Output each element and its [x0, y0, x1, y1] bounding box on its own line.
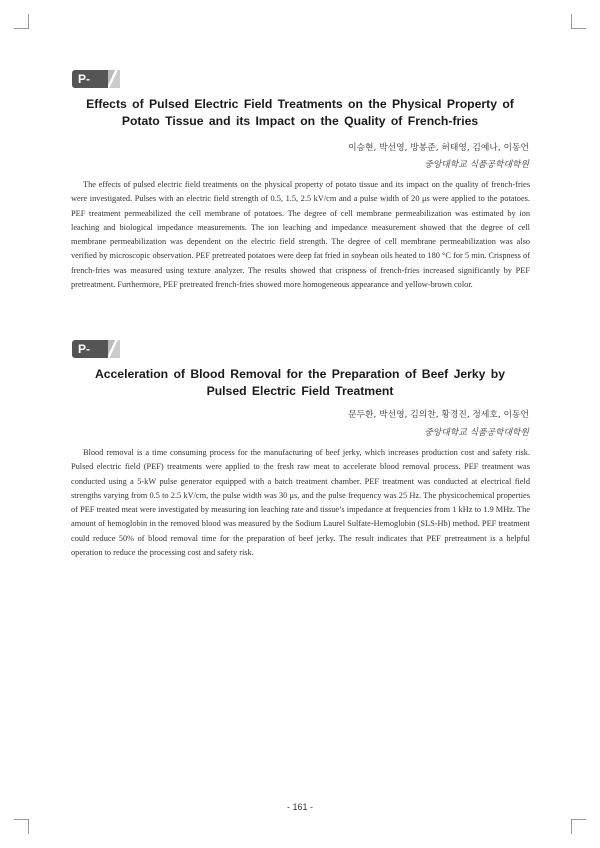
- crop-mark-top-right: [571, 14, 586, 29]
- paper-affiliation: 중앙대학교 식품공학대학원: [424, 428, 529, 438]
- paper-abstract: Blood removal is a time consuming process for the manufacturing of beef jerky, which increases production cost and safety risk. Pulsed electric field (PEF) treatments were applied to the fresh raw meat to accelerate blood removal process. PEF treatment was conducted using a 5-kW pulse generator equipped with a batch treatment chamber. PEF treatment was conducted at electrical field strengths varying from 0.5 to 2.5 kV/cm, the pulse width was 30 μs, and the pulse frequency was 25 Hz. The physicochemical properties of PEF treated meat were investigated by measuring ion leaching rate and tissue’s impedance at frequencies from 1 kHz to 1.9 MHz. The amount of hemoglobin in the removed blood was measured by the Sodium Laurel Sulfate-Hemoglobin (SLS-Hb) method. PEF treatment could reduce 50% of blood removal time for the preparation of beef jerky. The result indicates that PEF pretreatment is a helpful operation to reduce the processing cost and safety risk.: [71, 448, 530, 558]
- paper-title: [70, 366, 530, 400]
- paper-abstract: The effects of pulsed electric field treatments on the physical property of potato tissue and its impact on the quality of french-fries were investigated. Pulses with an electric field strength of 0.5, 1.5, 2.5 kV/cm and a pulse width of 20 μs were applied to the potatoes. PEF treatment permeabilized the cell membrane of potatoes. The degree of cell membrane permeabilization was estimated by ion leaching and biological impedance measurements. The ion leaching and impedance measurement showed that the degree of cell membrane permeabilization was dependent on the electric field strength. The degree of cell membrane permeabilization was also verified by microscopic observation. PEF pretreated potatoes were deep fat fried in soybean oils heated to 180 °C for 5 min. Crispness of french-fries was measured using texture analyzer. The results showed that crispness of french-fries increased significantly by PEF pretreatment. Furthermore, PEF pretreated french-fries showed more homogeneous appearance and yellow-brown color.: [71, 180, 530, 290]
- paper-affiliation: 중앙대학교 식품공학대학원: [424, 160, 529, 170]
- paper-code: P-62: [72, 70, 108, 88]
- paper-code-badge: [72, 340, 120, 374]
- paper-code: P-63: [72, 340, 108, 358]
- crop-mark-top-left: [14, 14, 29, 29]
- badge-stripe-decoration: [108, 70, 120, 88]
- crop-mark-bottom-right: [571, 819, 586, 834]
- paper-authors: 문두환, 박선영, 김의찬, 황경진, 정세호, 이동언: [348, 410, 529, 420]
- paper-authors: 이승현, 박선영, 방봉준, 허태영, 김예나, 이동언: [348, 143, 529, 153]
- badge-stripe-decoration: [108, 340, 120, 358]
- paper-title-line-2: Potato Tissue and its Impact on the Quality of French-fries: [121, 114, 479, 128]
- page-number: - 161 -: [286, 802, 313, 812]
- paper-title: [70, 96, 530, 130]
- paper-title-line-1: Effects of Pulsed Electric Field Treatments on the Physical Property of: [86, 97, 514, 111]
- paper-title-line-2: Pulsed Electric Field Treatment: [206, 384, 394, 398]
- paper-title-line-1: Acceleration of Blood Removal for the Preparation of Beef Jerky by: [94, 367, 506, 381]
- paper-code-badge: [72, 70, 120, 104]
- crop-mark-bottom-left: [14, 819, 29, 834]
